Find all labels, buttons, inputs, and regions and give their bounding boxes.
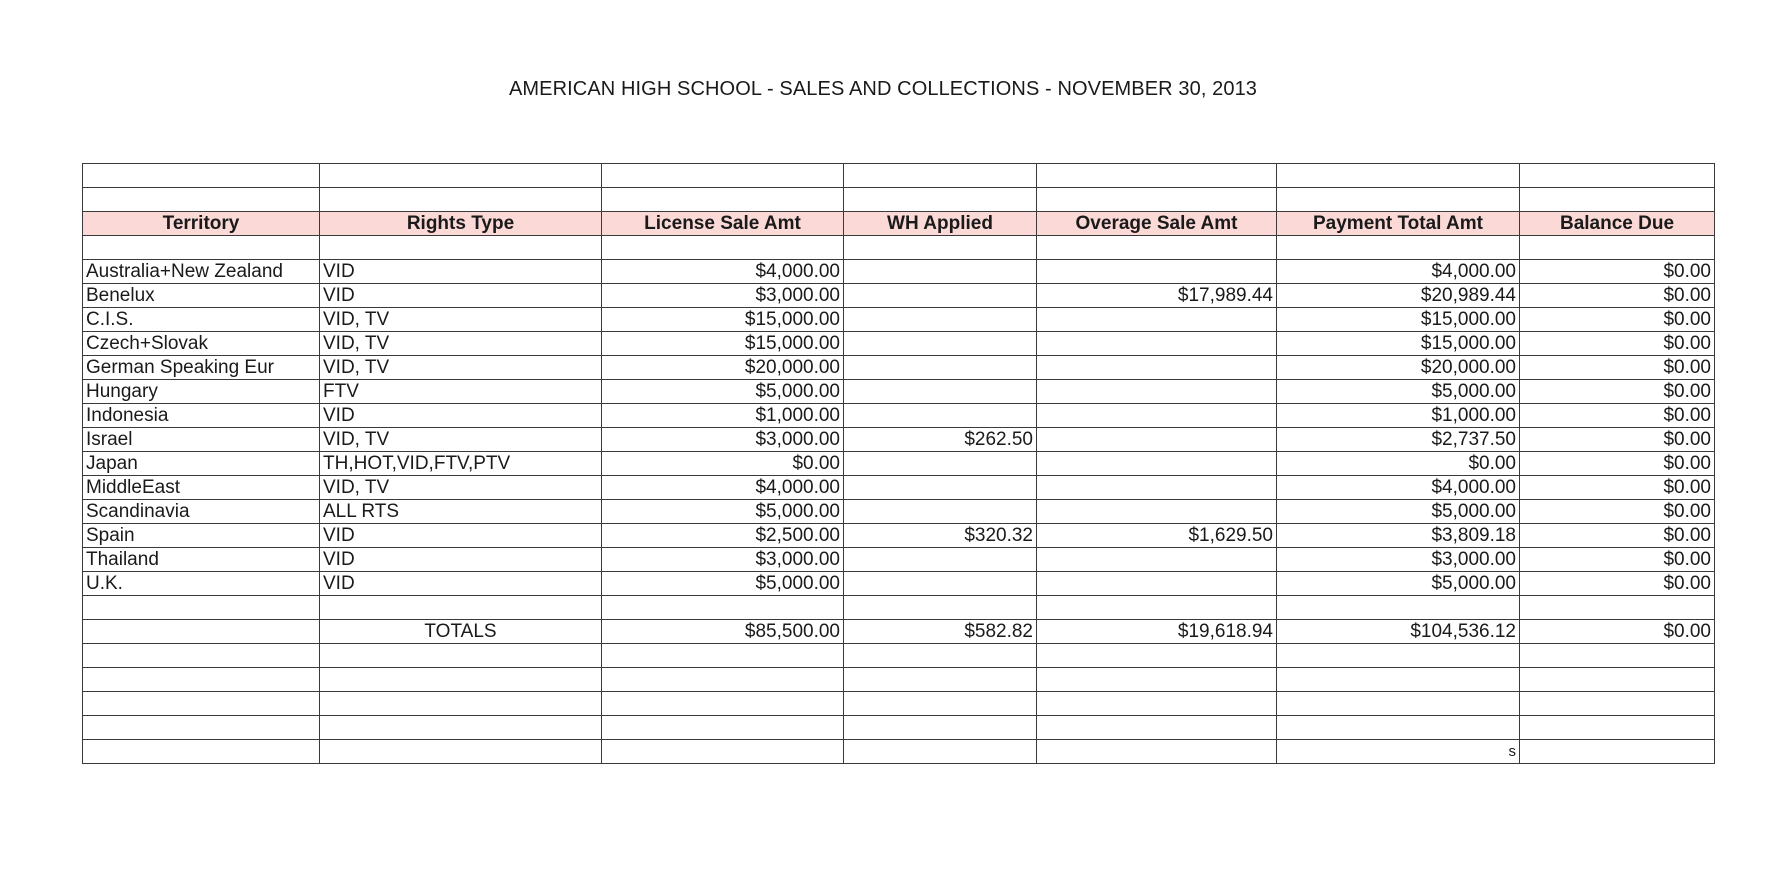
license-sale-amt-cell: $15,000.00	[602, 332, 844, 356]
license-sale-amt-cell: $1,000.00	[602, 404, 844, 428]
empty-cell	[320, 740, 602, 764]
overage-sale-amt-cell	[1037, 404, 1277, 428]
table-row	[83, 404, 1715, 428]
balance-due-cell: $0.00	[1520, 308, 1715, 332]
column-header-overage-sale-amt: Overage Sale Amt	[1037, 212, 1277, 236]
payment-total-amt-cell: $20,000.00	[1277, 356, 1520, 380]
table-header-row	[83, 212, 1715, 236]
empty-cell	[602, 716, 844, 740]
empty-cell	[844, 644, 1037, 668]
column-header-wh-applied: WH Applied	[844, 212, 1037, 236]
document-title: AMERICAN HIGH SCHOOL - SALES AND COLLECTIONS - NOVEMBER 30, 2013	[508, 78, 1258, 100]
table-row	[83, 332, 1715, 356]
license-sale-amt-cell: $5,000.00	[602, 572, 844, 596]
territory-cell: German Speaking Eur	[83, 356, 320, 380]
wh-applied-cell	[844, 404, 1037, 428]
empty-cell	[1037, 740, 1277, 764]
balance-due-cell: $0.00	[1520, 404, 1715, 428]
wh-applied-cell	[844, 356, 1037, 380]
payment-total-amt-cell: $4,000.00	[1277, 260, 1520, 284]
license-sale-amt-cell: $3,000.00	[602, 284, 844, 308]
balance-due-cell: $0.00	[1520, 260, 1715, 284]
license-sale-amt-cell: $3,000.00	[602, 548, 844, 572]
territory-cell: Spain	[83, 524, 320, 548]
territory-cell: Israel	[83, 428, 320, 452]
overage-sale-amt-cell	[1037, 356, 1277, 380]
empty-cell	[83, 620, 320, 644]
wh-applied-cell: $262.50	[844, 428, 1037, 452]
payment-total-amt-cell: $15,000.00	[1277, 308, 1520, 332]
empty-cell	[320, 644, 602, 668]
table-row	[83, 452, 1715, 476]
rights-type-cell: VID	[320, 524, 602, 548]
overage-sale-amt-cell	[1037, 500, 1277, 524]
territory-cell: Scandinavia	[83, 500, 320, 524]
table-row	[83, 284, 1715, 308]
empty-cell	[602, 644, 844, 668]
blank-row	[83, 668, 1715, 692]
overage-sale-amt-cell	[1037, 332, 1277, 356]
rights-type-cell: VID	[320, 548, 602, 572]
blank-row	[83, 164, 1715, 188]
rights-type-cell: VID	[320, 284, 602, 308]
empty-cell	[320, 692, 602, 716]
empty-cell	[1037, 644, 1277, 668]
wh-applied-cell	[844, 548, 1037, 572]
rights-type-cell: VID, TV	[320, 332, 602, 356]
wh-applied-cell	[844, 308, 1037, 332]
balance-due-cell: $0.00	[1520, 500, 1715, 524]
overage-sale-amt-cell	[1037, 452, 1277, 476]
blank-row	[83, 692, 1715, 716]
empty-cell	[602, 596, 844, 620]
empty-cell	[602, 692, 844, 716]
table-row	[83, 548, 1715, 572]
blank-row	[83, 716, 1715, 740]
balance-due-cell: $0.00	[1520, 476, 1715, 500]
table-row	[83, 476, 1715, 500]
empty-cell	[602, 740, 844, 764]
table-row	[83, 380, 1715, 404]
column-header-rights-type: Rights Type	[320, 212, 602, 236]
territory-cell: Indonesia	[83, 404, 320, 428]
balance-due-cell: $0.00	[1520, 548, 1715, 572]
license-sale-amt-cell: $4,000.00	[602, 260, 844, 284]
rights-type-cell: VID	[320, 404, 602, 428]
wh-applied-cell	[844, 452, 1037, 476]
table-row	[83, 524, 1715, 548]
territory-cell: Thailand	[83, 548, 320, 572]
empty-cell	[1520, 692, 1715, 716]
table-row	[83, 572, 1715, 596]
empty-cell	[83, 644, 320, 668]
blank-row	[83, 644, 1715, 668]
balance-due-cell: $0.00	[1520, 356, 1715, 380]
payment-total-amt-cell: $20,989.44	[1277, 284, 1520, 308]
column-header-balance-due: Balance Due	[1520, 212, 1715, 236]
empty-cell	[1277, 644, 1520, 668]
territory-cell: Australia+New Zealand	[83, 260, 320, 284]
empty-cell	[83, 596, 320, 620]
rights-type-cell: FTV	[320, 380, 602, 404]
balance-due-cell: $0.00	[1520, 524, 1715, 548]
balance-due-cell: $0.00	[1520, 452, 1715, 476]
payment-total-amt-cell: $15,000.00	[1277, 332, 1520, 356]
total-balance-due: $0.00	[1520, 620, 1715, 644]
rights-type-cell: VID	[320, 260, 602, 284]
empty-cell	[1520, 716, 1715, 740]
territory-cell: Hungary	[83, 380, 320, 404]
empty-cell	[83, 668, 320, 692]
wh-applied-cell	[844, 260, 1037, 284]
rights-type-cell: VID, TV	[320, 428, 602, 452]
license-sale-amt-cell: $0.00	[602, 452, 844, 476]
overage-sale-amt-cell	[1037, 260, 1277, 284]
license-sale-amt-cell: $4,000.00	[602, 476, 844, 500]
total-payment-total-amt: $104,536.12	[1277, 620, 1520, 644]
empty-cell	[1277, 668, 1520, 692]
column-header-license-sale-amt: License Sale Amt	[602, 212, 844, 236]
empty-cell	[83, 692, 320, 716]
empty-cell	[844, 716, 1037, 740]
empty-cell	[1277, 716, 1520, 740]
totals-label: TOTALS	[320, 620, 602, 644]
rights-type-cell: VID	[320, 572, 602, 596]
empty-cell	[1037, 596, 1277, 620]
overage-sale-amt-cell	[1037, 380, 1277, 404]
rights-type-cell: ALL RTS	[320, 500, 602, 524]
license-sale-amt-cell: $2,500.00	[602, 524, 844, 548]
overage-sale-amt-cell	[1037, 548, 1277, 572]
column-header-territory: Territory	[83, 212, 320, 236]
rights-type-cell: VID, TV	[320, 308, 602, 332]
empty-cell	[1520, 596, 1715, 620]
payment-total-amt-cell: $1,000.00	[1277, 404, 1520, 428]
empty-cell	[320, 668, 602, 692]
empty-cell	[1277, 692, 1520, 716]
territory-cell: C.I.S.	[83, 308, 320, 332]
overage-sale-amt-cell: $17,989.44	[1037, 284, 1277, 308]
empty-cell	[1277, 596, 1520, 620]
territory-cell: U.K.	[83, 572, 320, 596]
overage-sale-amt-cell	[1037, 476, 1277, 500]
empty-cell	[1037, 692, 1277, 716]
license-sale-amt-cell: $3,000.00	[602, 428, 844, 452]
wh-applied-cell: $320.32	[844, 524, 1037, 548]
payment-total-amt-cell: $3,000.00	[1277, 548, 1520, 572]
empty-cell	[83, 740, 320, 764]
empty-cell	[320, 716, 602, 740]
empty-cell	[602, 668, 844, 692]
total-license-sale-amt: $85,500.00	[602, 620, 844, 644]
balance-due-cell: $0.00	[1520, 380, 1715, 404]
payment-total-amt-cell: $2,737.50	[1277, 428, 1520, 452]
empty-cell	[1520, 644, 1715, 668]
sales-collections-table	[82, 163, 1715, 764]
empty-cell	[83, 716, 320, 740]
balance-due-cell: $0.00	[1520, 572, 1715, 596]
table-row	[83, 308, 1715, 332]
rights-type-cell: VID, TV	[320, 356, 602, 380]
rights-type-cell: VID, TV	[320, 476, 602, 500]
payment-total-amt-cell: $0.00	[1277, 452, 1520, 476]
footer-mark: s	[1277, 740, 1520, 764]
wh-applied-cell	[844, 500, 1037, 524]
wh-applied-cell	[844, 476, 1037, 500]
empty-cell	[1037, 668, 1277, 692]
license-sale-amt-cell: $15,000.00	[602, 308, 844, 332]
balance-due-cell: $0.00	[1520, 428, 1715, 452]
payment-total-amt-cell: $5,000.00	[1277, 380, 1520, 404]
table-row	[83, 260, 1715, 284]
wh-applied-cell	[844, 572, 1037, 596]
totals-row	[83, 620, 1715, 644]
payment-total-amt-cell: $4,000.00	[1277, 476, 1520, 500]
empty-cell	[1037, 716, 1277, 740]
column-header-payment-total-amt: Payment Total Amt	[1277, 212, 1520, 236]
territory-cell: Benelux	[83, 284, 320, 308]
empty-cell	[844, 668, 1037, 692]
blank-row	[83, 236, 1715, 260]
balance-due-cell: $0.00	[1520, 284, 1715, 308]
table-row	[83, 500, 1715, 524]
blank-row	[83, 596, 1715, 620]
table-row	[83, 356, 1715, 380]
empty-cell	[844, 596, 1037, 620]
overage-sale-amt-cell	[1037, 308, 1277, 332]
wh-applied-cell	[844, 332, 1037, 356]
blank-row	[83, 188, 1715, 212]
overage-sale-amt-cell	[1037, 428, 1277, 452]
territory-cell: Japan	[83, 452, 320, 476]
payment-total-amt-cell: $3,809.18	[1277, 524, 1520, 548]
overage-sale-amt-cell	[1037, 572, 1277, 596]
empty-cell	[1520, 740, 1715, 764]
wh-applied-cell	[844, 380, 1037, 404]
territory-cell: Czech+Slovak	[83, 332, 320, 356]
license-sale-amt-cell: $5,000.00	[602, 380, 844, 404]
total-overage-sale-amt: $19,618.94	[1037, 620, 1277, 644]
rights-type-cell: TH,HOT,VID,FTV,PTV	[320, 452, 602, 476]
license-sale-amt-cell: $5,000.00	[602, 500, 844, 524]
empty-cell	[844, 740, 1037, 764]
table-row	[83, 428, 1715, 452]
payment-total-amt-cell: $5,000.00	[1277, 500, 1520, 524]
empty-cell	[1520, 668, 1715, 692]
license-sale-amt-cell: $20,000.00	[602, 356, 844, 380]
empty-cell	[320, 596, 602, 620]
balance-due-cell: $0.00	[1520, 332, 1715, 356]
total-wh-applied: $582.82	[844, 620, 1037, 644]
blank-row	[83, 740, 1715, 764]
empty-cell	[844, 692, 1037, 716]
payment-total-amt-cell: $5,000.00	[1277, 572, 1520, 596]
territory-cell: MiddleEast	[83, 476, 320, 500]
overage-sale-amt-cell: $1,629.50	[1037, 524, 1277, 548]
wh-applied-cell	[844, 284, 1037, 308]
